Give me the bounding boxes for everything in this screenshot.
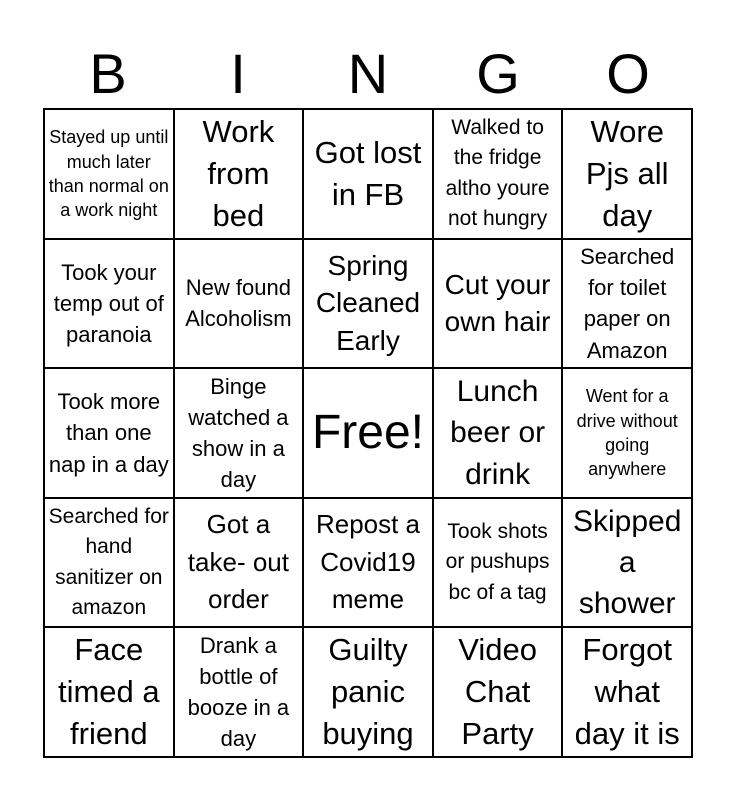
cell-text: Stayed up until much later than normal on a work night (48, 127, 169, 221)
cell-text: Spring Cleaned Early (315, 249, 421, 357)
bingo-cell[interactable] (44, 498, 174, 628)
header-letter-i: I (230, 42, 246, 105)
cell-text: Got lost in FB (314, 134, 422, 212)
bingo-cell[interactable] (303, 239, 433, 369)
free-space-text: Free! (311, 405, 424, 459)
bingo-cell[interactable] (562, 368, 692, 498)
bingo-cell[interactable] (44, 109, 174, 239)
bingo-card-grid (43, 108, 693, 758)
cell-text: New found Alcoholism (185, 275, 292, 332)
cell-text: Searched for hand sanitizer on amazon (48, 504, 169, 620)
bingo-cell[interactable] (562, 239, 692, 369)
cell-text: Skipped a shower (572, 504, 682, 621)
bingo-cell[interactable] (303, 498, 433, 628)
cell-text: Guilty panic buying (322, 631, 414, 752)
bingo-cell[interactable] (433, 498, 563, 628)
cell-text: Cut your own hair (444, 268, 551, 338)
cell-text: Got a take- out order (187, 509, 289, 615)
cell-text: Wore Pjs all day (585, 113, 669, 233)
bingo-cell[interactable] (174, 368, 304, 498)
cell-text: Took shots or pushups bc of a tag (445, 519, 550, 604)
bingo-cell[interactable] (44, 627, 174, 757)
cell-text: Drank a bottle of booze in a day (187, 632, 290, 752)
header-letter-o: O (606, 42, 650, 105)
cell-text: Repost a Covid19 meme (315, 509, 421, 615)
bingo-cell[interactable] (44, 368, 174, 498)
cell-text: Walked to the fridge altho youre not hungry (445, 115, 550, 231)
cell-text: Took your temp out of paranoia (53, 259, 164, 347)
bingo-cell[interactable] (433, 627, 563, 757)
cell-text: Lunch beer or drink (450, 374, 546, 491)
cell-text: Searched for toilet paper on Amazon (580, 243, 675, 363)
bingo-cell[interactable] (174, 498, 304, 628)
cell-text: Binge watched a show in a day (188, 373, 289, 493)
bingo-cell[interactable] (303, 109, 433, 239)
bingo-cell[interactable] (433, 109, 563, 239)
header-letter-n: N (347, 42, 389, 105)
header-letter-g: G (476, 42, 520, 105)
cell-text: Forgot what day it is (574, 631, 680, 752)
bingo-header (43, 40, 693, 108)
bingo-cell[interactable] (562, 627, 692, 757)
bingo-cell[interactable] (174, 239, 304, 369)
bingo-cell[interactable] (303, 627, 433, 757)
bingo-cell[interactable] (433, 368, 563, 498)
cell-text: Took more than one nap in a day (48, 389, 169, 477)
bingo-cell[interactable] (562, 109, 692, 239)
bingo-cell[interactable] (44, 239, 174, 369)
cell-text: Went for a drive without going anywhere (576, 386, 678, 480)
bingo-cell[interactable] (174, 109, 304, 239)
free-space-cell[interactable] (303, 368, 433, 498)
header-letter-b: B (89, 42, 127, 105)
cell-text: Face timed a friend (57, 631, 160, 752)
cell-text: Video Chat Party (458, 631, 537, 752)
bingo-cell[interactable] (433, 239, 563, 369)
cell-text: Work from bed (202, 113, 275, 233)
bingo-cell[interactable] (174, 627, 304, 757)
bingo-cell[interactable] (562, 498, 692, 628)
